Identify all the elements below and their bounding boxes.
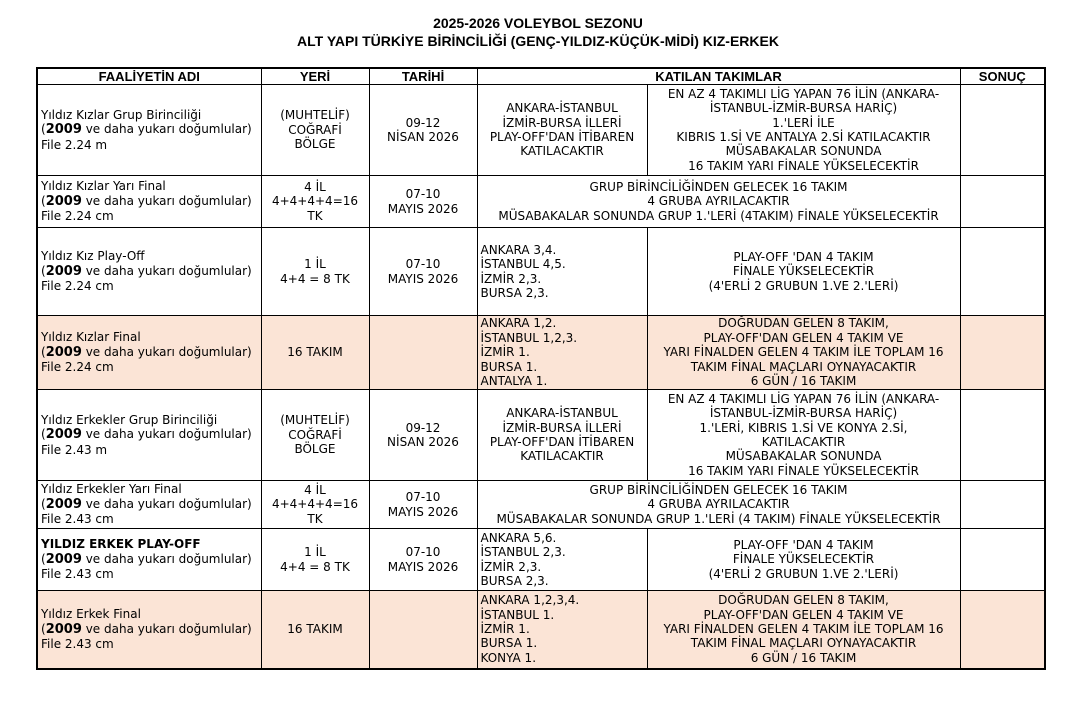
text-line: TAKIM FİNAL MAÇLARI OYNAYACAKTIR: [690, 636, 917, 651]
birth-note: [41, 552, 258, 567]
text-line: İZMİR 2,3.: [480, 559, 542, 574]
text-line: MAYIS 2026: [387, 559, 459, 574]
text-line: PLAY-OFF'DAN İTİBAREN: [489, 130, 635, 144]
text-line: 1 İL: [304, 257, 326, 272]
teams-right-cell: [647, 390, 960, 481]
open-paren: (: [41, 427, 46, 442]
birth-suffix: ve daha yukarı doğumlular): [81, 551, 252, 566]
text-line: ANKARA-İSTANBUL: [506, 406, 618, 421]
text-line: 4+4+4+4=16: [271, 194, 359, 209]
text-line: TK: [307, 511, 323, 526]
text-line: 07-10: [405, 257, 441, 272]
file-ref: File 2.43 m: [41, 442, 108, 457]
text-line: (4'ERLİ 2 GRUBUN 1.VE 2.'LERİ): [708, 566, 899, 581]
activity-cell: [37, 481, 261, 529]
text-line: İSTANBUL-İZMİR-BURSA HARİÇ): [709, 406, 898, 421]
text-line: MÜSABAKALAR SONUNDA: [725, 144, 882, 159]
text-line: KATILACAKTIR: [520, 449, 604, 464]
birth-suffix: ve daha yukarı doğumlular): [81, 427, 252, 442]
result-cell: [960, 591, 1045, 669]
text-line: 16 TAKIM: [287, 345, 343, 360]
text-line: 07-10: [405, 187, 441, 202]
title-line-2: ALT YAPI TÜRKİYE BİRİNCİLİĞİ (GENÇ-YILDIZ-KÜÇÜK-MİDİ) KIZ-ERKEK: [297, 33, 779, 49]
text-line: 1.'LERİ İLE: [772, 115, 835, 130]
teams-cell: [477, 481, 960, 529]
file-ref: File 2.43 cm: [41, 636, 114, 651]
birth-suffix: ve daha yukarı doğumlular): [81, 263, 252, 278]
text-line: 1.'LERİ, KIBRIS 1.Sİ VE KONYA 2.Sİ,: [699, 420, 908, 435]
activity-cell: [37, 85, 261, 176]
table-row: [37, 529, 1045, 591]
text-line: GRUP BİRİNCİLİĞİNDEN GELECEK 16 TAKIM: [589, 482, 848, 497]
text-line: TAKIM FİNAL MAÇLARI OYNAYACAKTIR: [690, 359, 917, 374]
text-line: MAYIS 2026: [387, 201, 459, 216]
header-date: TARİHİ: [369, 68, 477, 85]
text-line: KATILACAKTIR: [520, 144, 604, 159]
text-line: PLAY-OFF'DAN GELEN 4 TAKIM VE: [703, 330, 904, 345]
place-cell: [261, 228, 369, 316]
open-paren: (: [41, 193, 46, 208]
text-line: BÖLGE: [294, 442, 336, 457]
text-line: DOĞRUDAN GELEN 8 TAKIM,: [718, 316, 889, 331]
birth-suffix: ve daha yukarı doğumlular): [81, 344, 252, 359]
text-line: YARI FİNALDEN GELEN 4 TAKIM İLE TOPLAM 16: [663, 622, 944, 637]
activity-cell: [37, 176, 261, 228]
text-line: ANKARA-İSTANBUL: [506, 101, 618, 116]
text-line: NİSAN 2026: [387, 435, 459, 449]
activity-name: Yıldız Erkek Final: [41, 607, 141, 622]
open-paren: (: [41, 344, 46, 359]
file-ref: File 2.24 cm: [41, 279, 114, 294]
text-line: (MUHTELİF): [280, 108, 350, 123]
open-paren: (: [41, 551, 46, 566]
activity-name: Yıldız Kızlar Final: [41, 330, 141, 345]
result-cell: [960, 316, 1045, 390]
date-cell: [369, 316, 477, 390]
text-line: 09-12: [405, 420, 441, 435]
teams-left-cell: [477, 529, 647, 591]
document-title: [0, 14, 1076, 50]
text-line: KONYA 1.: [480, 650, 537, 665]
date-cell: [369, 85, 477, 176]
text-line: EN AZ 4 TAKIMLI LİG YAPAN 76 İLİN (ANKARA-: [667, 86, 940, 101]
birth-year: 2009: [45, 263, 82, 279]
date-cell: [369, 176, 477, 228]
text-line: ANKARA 5,6.: [480, 530, 557, 545]
open-paren: (: [41, 496, 46, 511]
header-teams: KATILAN TAKIMLAR: [477, 68, 960, 85]
text-line: DOĞRUDAN GELEN 8 TAKIM,: [718, 593, 889, 608]
text-line: PLAY-OFF 'DAN 4 TAKIM: [733, 249, 874, 264]
activity-name: Yıldız Erkekler Yarı Final: [41, 482, 182, 497]
place-cell: [261, 529, 369, 591]
birth-note: [41, 345, 258, 360]
schedule-table: [36, 67, 1046, 670]
header-activity: FAALİYETİN ADI: [37, 68, 261, 85]
open-paren: (: [41, 122, 46, 137]
table-row: [37, 176, 1045, 228]
teams-left-cell: [477, 316, 647, 390]
open-paren: (: [41, 621, 46, 636]
text-line: 4+4 = 8 TK: [280, 271, 350, 286]
birth-year: 2009: [45, 193, 82, 209]
birth-note: [41, 427, 258, 442]
birth-suffix: ve daha yukarı doğumlular): [81, 621, 252, 636]
text-line: İSTANBUL 4,5.: [480, 257, 566, 272]
file-ref: File 2.24 cm: [41, 209, 114, 224]
table-row: [37, 316, 1045, 390]
teams-right-cell: [647, 228, 960, 316]
activity-cell: [37, 228, 261, 316]
activity-cell: [37, 529, 261, 591]
text-line: (4'ERLİ 2 GRUBUN 1.VE 2.'LERİ): [708, 278, 899, 293]
date-cell: [369, 390, 477, 481]
birth-note: [41, 622, 258, 637]
text-line: 4 İL: [304, 179, 326, 194]
activity-cell: [37, 591, 261, 669]
text-line: İZMİR-BURSA İLLERİ: [502, 115, 622, 130]
header-result: SONUÇ: [960, 68, 1045, 85]
birth-note: [41, 497, 258, 512]
activity-name: Yıldız Kızlar Grup Birinciliği: [41, 107, 202, 122]
result-cell: [960, 176, 1045, 228]
place-cell: [261, 481, 369, 529]
text-line: İZMİR 1.: [480, 345, 530, 360]
text-line: BURSA 2,3.: [480, 573, 549, 588]
birth-note: [41, 194, 258, 209]
place-cell: [261, 591, 369, 669]
birth-note: [41, 122, 258, 137]
activity-name: Yıldız Erkekler Grup Birinciliği: [41, 412, 218, 427]
result-cell: [960, 481, 1045, 529]
text-line: PLAY-OFF'DAN İTİBAREN: [489, 435, 635, 449]
activity-cell: [37, 390, 261, 481]
birth-year: 2009: [45, 427, 82, 443]
text-line: MÜSABAKALAR SONUNDA GRUP 1.'LERİ (4TAKIM) FİNALE YÜKSELECEKTİR: [498, 208, 939, 223]
text-line: FİNALE YÜKSELECEKTİR: [732, 552, 875, 567]
teams-left-cell: [477, 228, 647, 316]
activity-name: Yıldız Kız Play-Off: [41, 249, 145, 264]
text-line: 16 TAKIM YARI FİNALE YÜKSELECEKTİR: [688, 158, 919, 173]
date-cell: [369, 481, 477, 529]
birth-suffix: ve daha yukarı doğumlular): [81, 193, 252, 208]
date-cell: [369, 591, 477, 669]
teams-right-cell: [647, 85, 960, 176]
teams-left-cell: [477, 85, 647, 176]
place-cell: [261, 390, 369, 481]
table-row: [37, 390, 1045, 481]
title-line-1: 2025-2026 VOLEYBOL SEZONU: [433, 15, 643, 31]
text-line: 1 İL: [304, 545, 326, 560]
birth-year: 2009: [45, 122, 82, 138]
text-line: GRUP BİRİNCİLİĞİNDEN GELECEK 16 TAKIM: [589, 179, 848, 194]
teams-right-cell: [647, 529, 960, 591]
text-line: 4+4 = 8 TK: [280, 559, 350, 574]
text-line: 09-12: [405, 115, 441, 130]
text-line: 4 GRUBA AYRILACAKTIR: [647, 497, 790, 512]
text-line: MAYIS 2026: [387, 271, 459, 286]
open-paren: (: [41, 263, 46, 278]
text-line: BURSA 1.: [480, 359, 538, 374]
activity-cell: [37, 316, 261, 390]
date-cell: [369, 529, 477, 591]
text-line: PLAY-OFF'DAN GELEN 4 TAKIM VE: [703, 607, 904, 622]
text-line: ANKARA 1,2,3,4.: [480, 593, 580, 608]
birth-note: [41, 264, 258, 279]
result-cell: [960, 85, 1045, 176]
text-line: PLAY-OFF 'DAN 4 TAKIM: [733, 537, 874, 552]
text-line: İZMİR 2,3.: [480, 271, 542, 286]
activity-name: YILDIZ ERKEK PLAY-OFF: [41, 537, 201, 552]
text-line: 07-10: [405, 545, 441, 560]
text-line: 4+4+4+4=16: [271, 497, 359, 512]
file-ref: File 2.43 cm: [41, 512, 114, 527]
table-row: [37, 481, 1045, 529]
result-cell: [960, 529, 1045, 591]
header-row: [37, 68, 1045, 85]
table-row: [37, 591, 1045, 669]
text-line: BURSA 1.: [480, 636, 538, 651]
text-line: COĞRAFİ: [288, 427, 342, 442]
text-line: 6 GÜN / 16 TAKIM: [750, 374, 857, 389]
text-line: İSTANBUL 2,3.: [480, 545, 566, 560]
result-cell: [960, 390, 1045, 481]
text-line: 4 GRUBA AYRILACAKTIR: [647, 194, 790, 209]
text-line: 6 GÜN / 16 TAKIM: [750, 650, 857, 665]
place-cell: [261, 85, 369, 176]
text-line: EN AZ 4 TAKIMLI LİG YAPAN 76 İLİN (ANKARA-: [667, 391, 940, 406]
text-line: MÜSABAKALAR SONUNDA: [725, 449, 882, 464]
teams-cell: [477, 176, 960, 228]
text-line: COĞRAFİ: [288, 122, 342, 137]
text-line: 16 TAKIM: [287, 622, 343, 637]
text-line: TK: [307, 208, 323, 223]
result-cell: [960, 228, 1045, 316]
text-line: MAYIS 2026: [387, 504, 459, 519]
text-line: NİSAN 2026: [387, 130, 459, 144]
table-row: [37, 228, 1045, 316]
text-line: 4 İL: [304, 482, 326, 497]
text-line: FİNALE YÜKSELECEKTİR: [732, 264, 875, 279]
text-line: KIBRIS 1.Sİ VE ANTALYA 2.Sİ KATILACAKTIR: [676, 130, 931, 144]
teams-left-cell: [477, 591, 647, 669]
birth-year: 2009: [45, 621, 82, 637]
text-line: YARI FİNALDEN GELEN 4 TAKIM İLE TOPLAM 16: [663, 345, 944, 360]
header-place: YERİ: [261, 68, 369, 85]
teams-left-cell: [477, 390, 647, 481]
text-line: İZMİR 1.: [480, 622, 530, 637]
birth-suffix: ve daha yukarı doğumlular): [81, 496, 252, 511]
birth-year: 2009: [45, 496, 82, 512]
date-cell: [369, 228, 477, 316]
text-line: BURSA 2,3.: [480, 285, 549, 300]
text-line: 07-10: [405, 490, 441, 505]
text-line: İSTANBUL 1.: [480, 607, 555, 622]
text-line: MÜSABAKALAR SONUNDA GRUP 1.'LERİ (4 TAKIM) FİNALE YÜKSELECEKTİR: [496, 511, 941, 526]
text-line: ANKARA 3,4.: [480, 242, 557, 257]
place-cell: [261, 176, 369, 228]
text-line: ANTALYA 1.: [480, 374, 548, 389]
text-line: BÖLGE: [294, 137, 336, 152]
text-line: İZMİR-BURSA İLLERİ: [502, 420, 622, 435]
file-ref: File 2.24 cm: [41, 360, 114, 375]
teams-right-cell: [647, 316, 960, 390]
text-line: KATILACAKTIR: [761, 435, 846, 449]
file-ref: File 2.43 cm: [41, 567, 114, 582]
text-line: ANKARA 1,2.: [480, 316, 557, 331]
file-ref: File 2.24 m: [41, 137, 108, 152]
text-line: 16 TAKIM YARI FİNALE YÜKSELECEKTİR: [688, 463, 919, 478]
activity-name: Yıldız Kızlar Yarı Final: [41, 179, 166, 194]
table-row: [37, 85, 1045, 176]
birth-year: 2009: [45, 551, 82, 567]
place-cell: [261, 316, 369, 390]
birth-year: 2009: [45, 344, 82, 360]
text-line: İSTANBUL-İZMİR-BURSA HARİÇ): [709, 101, 898, 116]
text-line: İSTANBUL 1,2,3.: [480, 330, 578, 345]
birth-suffix: ve daha yukarı doğumlular): [81, 122, 252, 137]
teams-right-cell: [647, 591, 960, 669]
text-line: (MUHTELİF): [280, 413, 350, 428]
